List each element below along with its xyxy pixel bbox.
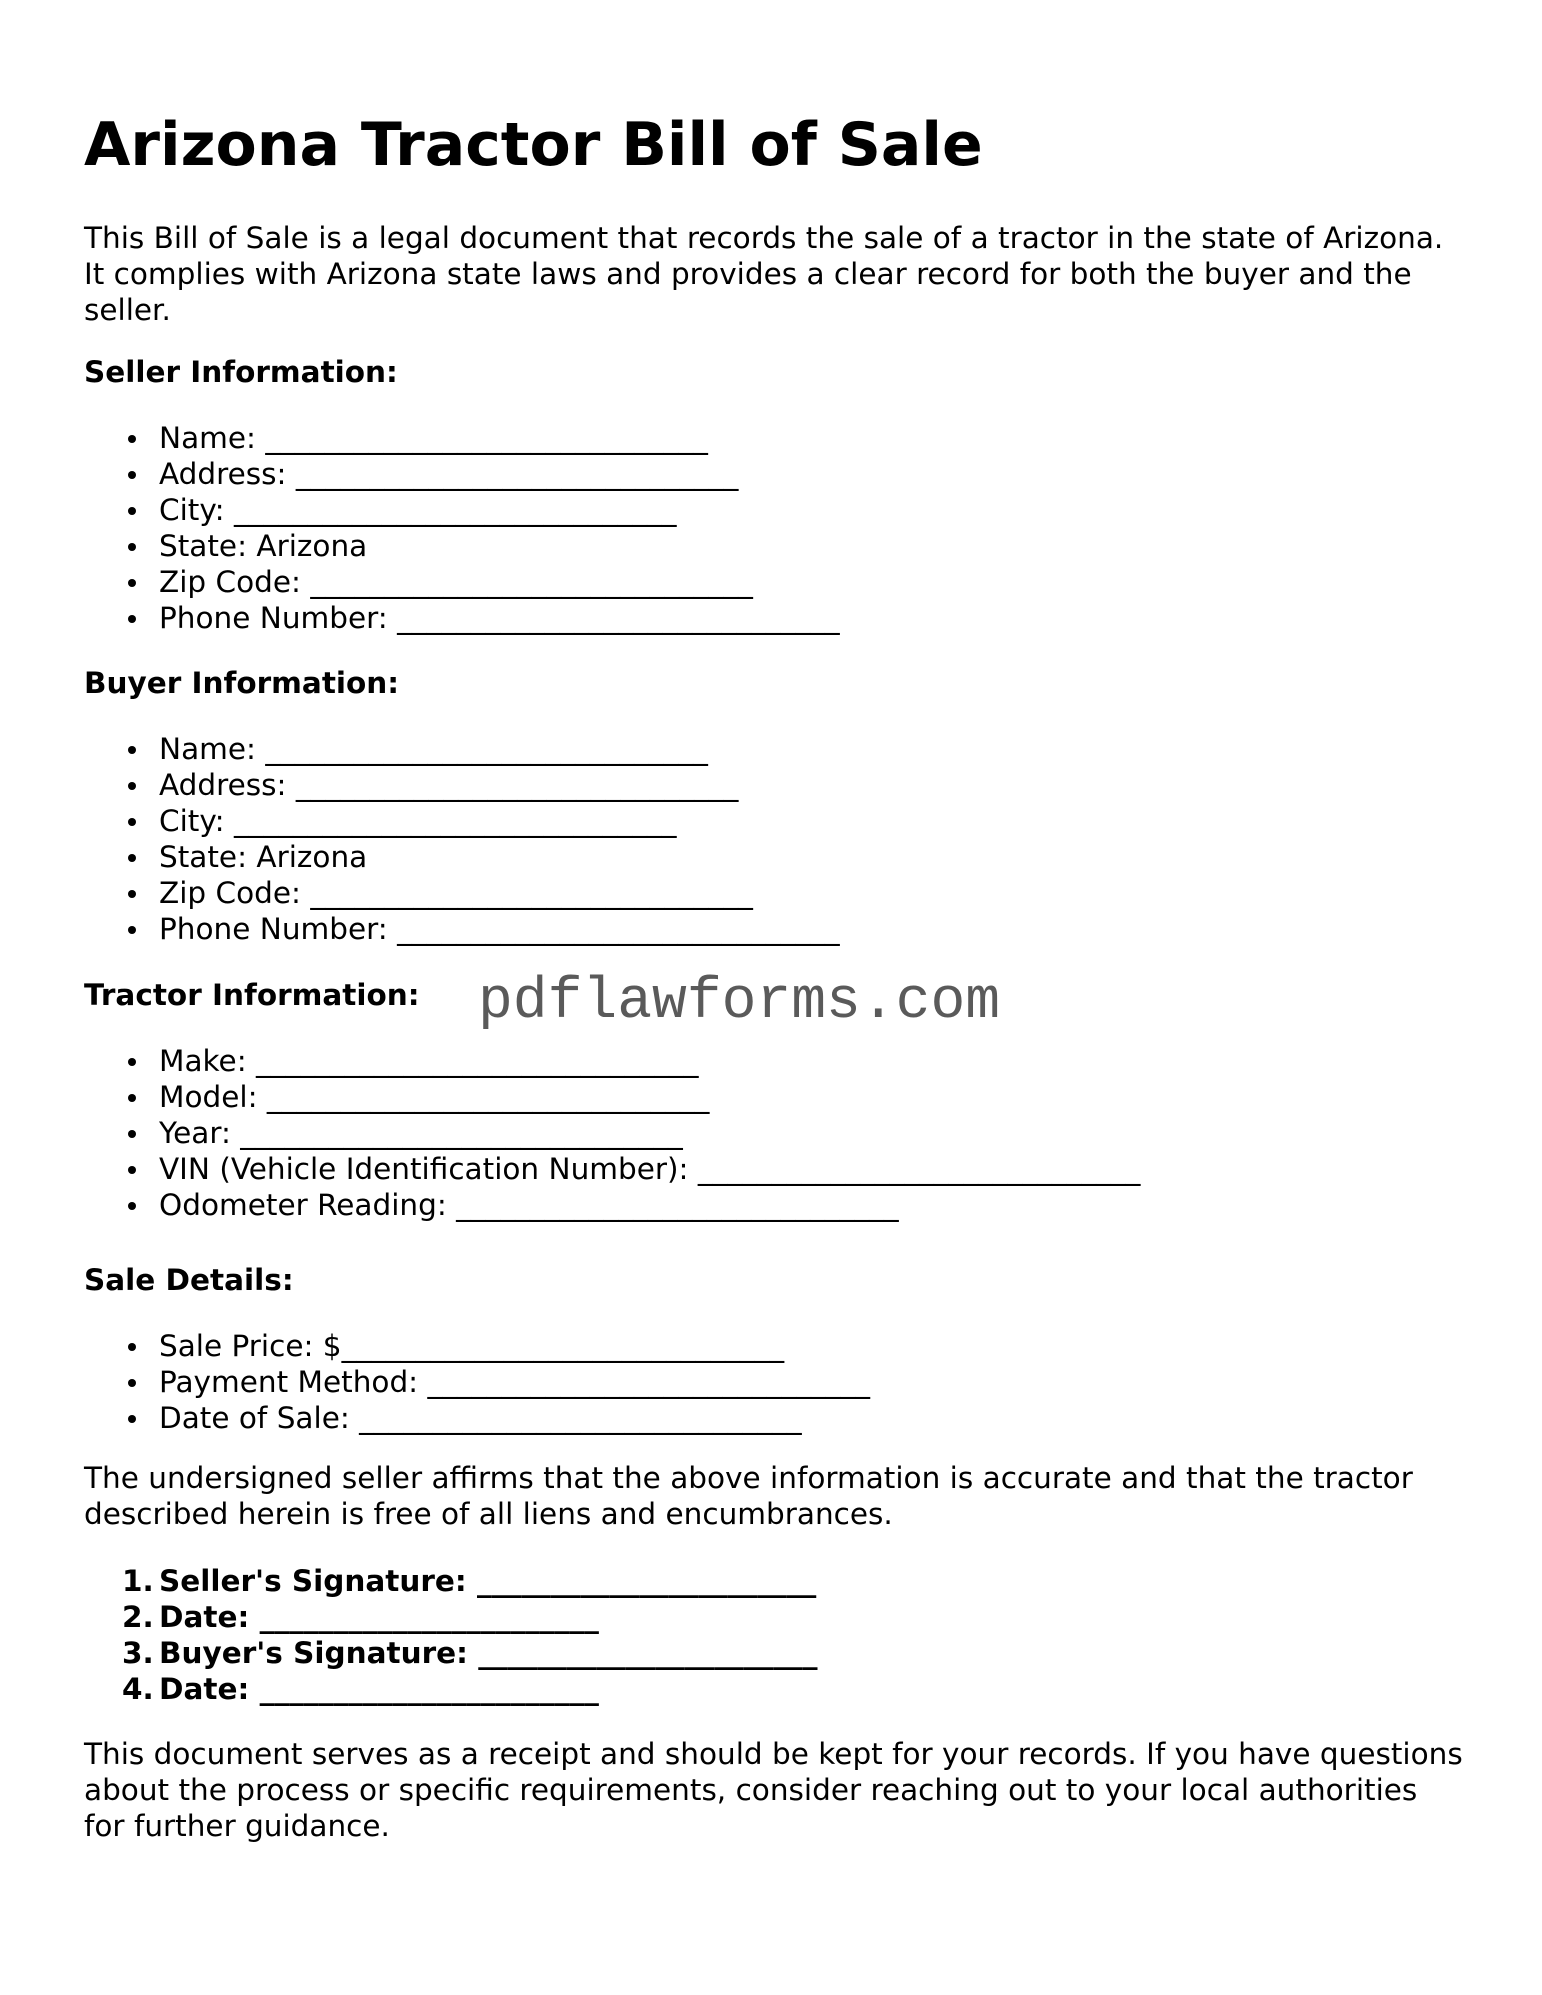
fill-in-line[interactable]: ______________________________ [234, 804, 677, 838]
buyer-signature-field: 3. Buyer's Signature: _______________________ [122, 1636, 818, 1670]
closing-paragraph: This document serves as a receipt and should be kept for your records. If you have questions about the process or specific requirements, consider reaching out to your local authorities for further guidance. [84, 1737, 1463, 1843]
bullet-icon [128, 782, 136, 790]
seller-phone-field: Phone Number: ______________________________ [84, 600, 840, 636]
seller-fields [84, 420, 840, 636]
seller-city-field: City: ______________________________ [84, 492, 840, 528]
bullet-icon [128, 1202, 136, 1210]
seller-heading: Seller Information: [84, 355, 398, 389]
seller-name-field: Name: ______________________________ [84, 420, 840, 456]
bullet-icon [128, 579, 136, 587]
fill-in-line[interactable]: ______________________________ [240, 1116, 683, 1150]
fill-in-line[interactable]: _______________________ [259, 1600, 599, 1634]
tractor-heading: Tractor Information: [84, 978, 420, 1012]
bullet-icon [128, 1166, 136, 1174]
signature-list [84, 1563, 818, 1707]
seller-state-field: State: Arizona [84, 528, 840, 564]
buyer-address-field: Address: ______________________________ [84, 767, 840, 803]
bullet-icon [128, 435, 136, 443]
bullet-icon [128, 1058, 136, 1066]
fill-in-line[interactable]: ______________________________ [310, 876, 753, 910]
page-title: Arizona Tractor Bill of Sale [84, 110, 983, 180]
buyer-phone-field: Phone Number: ______________________________ [84, 911, 840, 947]
sale-heading: Sale Details: [84, 1263, 294, 1297]
buyer-zip-field: Zip Code: ______________________________ [84, 875, 840, 911]
fill-in-line[interactable]: ______________________________ [266, 1080, 710, 1114]
seller-address-field: Address: ______________________________ [84, 456, 840, 492]
bullet-icon [128, 746, 136, 754]
buyer-fields [84, 731, 840, 947]
fill-in-line[interactable]: ______________________________ [341, 1329, 785, 1363]
seller-date-field: 2. Date: _______________________ [122, 1600, 599, 1634]
bullet-icon [128, 1343, 136, 1351]
buyer-state-field: State: Arizona [84, 839, 840, 875]
payment-method-field: Payment Method: ______________________________ [84, 1364, 870, 1400]
bullet-icon [128, 1415, 136, 1423]
fill-in-line[interactable]: ______________________________ [397, 912, 840, 946]
fill-in-line[interactable]: ______________________________ [256, 1044, 699, 1078]
fill-in-line[interactable]: ______________________________ [265, 732, 708, 766]
bullet-icon [128, 890, 136, 898]
sale-fields [84, 1328, 870, 1436]
fill-in-line[interactable]: ______________________________ [697, 1152, 1141, 1186]
sale-date-field: Date of Sale: ______________________________ [84, 1400, 870, 1436]
fill-in-line[interactable]: ______________________________ [456, 1188, 899, 1222]
buyer-date-field: 4. Date: _______________________ [122, 1672, 599, 1706]
fill-in-line[interactable]: ______________________________ [427, 1365, 870, 1399]
intro-paragraph: This Bill of Sale is a legal document that records the sale of a tractor in the state of Arizona. It complies with Arizona state laws and provides a clear record for both the buyer and the seller. [84, 221, 1444, 327]
affirmation-paragraph: The undersigned seller affirms that the above information is accurate and that the tractor described herein is free of all liens and encumbrances. [84, 1461, 1413, 1531]
fill-in-line[interactable]: _______________________ [477, 1564, 817, 1598]
bullet-icon [128, 818, 136, 826]
fill-in-line[interactable]: ______________________________ [295, 768, 739, 802]
sale-price-field: Sale Price: $______________________________ [84, 1328, 870, 1364]
fill-in-line[interactable]: ______________________________ [265, 421, 708, 455]
tractor-vin-field: VIN (Vehicle Identification Number): ______________________________ [84, 1151, 1140, 1187]
fill-in-line[interactable]: ______________________________ [397, 601, 840, 635]
tractor-year-field: Year: ______________________________ [84, 1115, 1140, 1151]
bullet-icon [128, 854, 136, 862]
tractor-model-field: Model: ______________________________ [84, 1079, 1140, 1115]
fill-in-line[interactable]: _______________________ [259, 1672, 599, 1706]
seller-zip-field: Zip Code: ______________________________ [84, 564, 840, 600]
seller-signature-field: 1. Seller's Signature: _______________________ [122, 1564, 817, 1598]
tractor-odometer-field: Odometer Reading: ______________________________ [84, 1187, 1140, 1223]
fill-in-line[interactable]: ______________________________ [310, 565, 753, 599]
fill-in-line[interactable]: ______________________________ [234, 493, 677, 527]
tractor-make-field: Make: ______________________________ [84, 1043, 1140, 1079]
bullet-icon [128, 507, 136, 515]
bullet-icon [128, 543, 136, 551]
bullet-icon [128, 471, 136, 479]
bullet-icon [128, 1130, 136, 1138]
buyer-city-field: City: ______________________________ [84, 803, 840, 839]
bullet-icon [128, 1094, 136, 1102]
fill-in-line[interactable]: _______________________ [478, 1636, 818, 1670]
bullet-icon [128, 926, 136, 934]
fill-in-line[interactable]: ______________________________ [359, 1401, 802, 1435]
buyer-name-field: Name: ______________________________ [84, 731, 840, 767]
tractor-fields [84, 1043, 1140, 1223]
bullet-icon [128, 615, 136, 623]
watermark: pdflawforms.com [478, 970, 1001, 1035]
bullet-icon [128, 1379, 136, 1387]
fill-in-line[interactable]: ______________________________ [295, 457, 739, 491]
buyer-heading: Buyer Information: [84, 666, 400, 700]
